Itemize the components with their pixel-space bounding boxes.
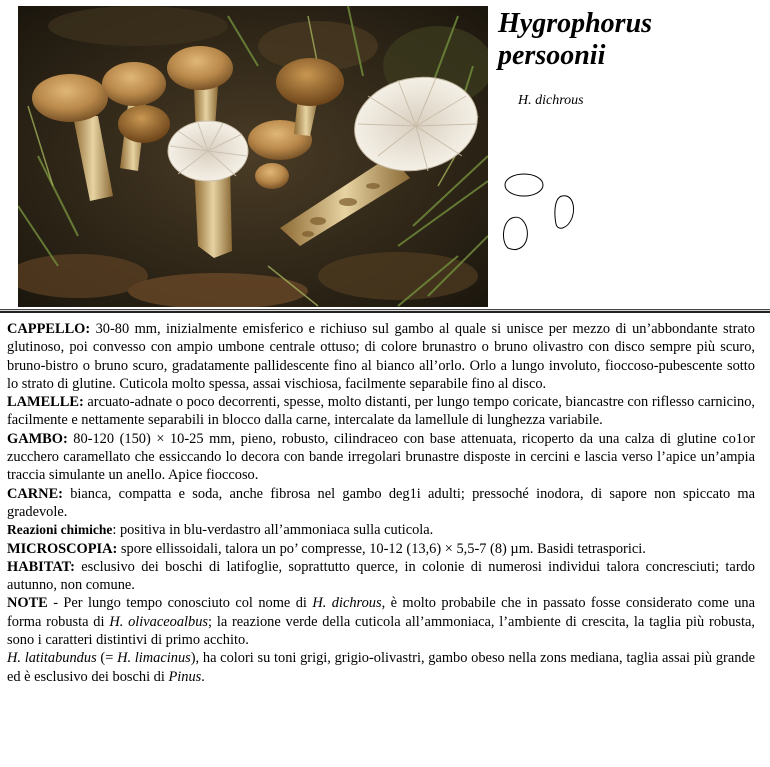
carne-paragraph xyxy=(7,485,755,522)
mushroom-photo xyxy=(18,6,488,307)
note-paragraph xyxy=(7,594,755,649)
note-text-2: , è molto probabile che in passato fosse considerato come una forma robusta di xyxy=(7,595,756,630)
comparison-taxon-2: H. limacinus xyxy=(117,650,191,667)
note-taxon-1: H. dichrous xyxy=(312,595,382,612)
spore-drawing xyxy=(555,196,574,228)
gambo-text: 80-120 (150) × 10-25 mm, pieno, robusto, cilindraceo con base attenuata, ricoperto da una calza di glutine co1or zucchero caramellato che essiccando lo decora con bande irregolari brunastre disposte in cercini e lascia verso l’apice un’ampia traccia simulante un anello. Apice fioccoso. xyxy=(7,430,755,484)
gambo-paragraph xyxy=(7,430,755,485)
reazioni-paragraph xyxy=(7,521,755,539)
spore-drawing xyxy=(505,174,543,196)
note-text-3: ; la reazione verde della cuticola all’ammoniaca, l’ambiente di crescita, la taglia più robusta, sono i caratteri distintivi di primo acchito. xyxy=(7,613,755,649)
mushroom-photo-illustration xyxy=(18,6,488,307)
spore-sketches xyxy=(496,166,586,256)
title-genus: Hygrophorus xyxy=(498,8,653,39)
note-text-1: - Per lungo tempo conosciuto col nome di xyxy=(47,595,313,612)
microscopia-paragraph xyxy=(7,540,755,558)
lamelle-label: LAMELLE: xyxy=(7,394,84,411)
note-label: NOTE xyxy=(7,595,48,612)
lamelle-paragraph xyxy=(7,393,755,430)
species-title xyxy=(498,8,758,72)
habitat-text: esclusivo dei boschi di latifoglie, soprattutto querce, in colonie di numerosi individui talora concresciuti; tardo autunno, non comune. xyxy=(7,558,755,594)
cappello-text: 30-80 mm, inizialmente emisferico e richiuso sul gambo al quale si unisce per mezzo di un’abbondante strato glutinoso, poi convesso con ampio umbone centrale ottuso; di colore brunastro o bruno olivastro con disco sempre più scuro, bruno-bistro o bruno scuro, gradatamente pallidescente fino al bianco all’orlo. Orlo a lungo involuto, fioccoso-pubescente sotto lo strato di glutine. Cuticola molto spessa, assai vischiosa, facilmente separabile fino al disco. xyxy=(7,321,755,392)
microscopia-label: MICROSCOPIA: xyxy=(7,540,118,557)
habitat-label: HABITAT: xyxy=(7,558,75,575)
carne-label: CARNE: xyxy=(7,485,63,502)
carne-text: bianca, compatta e soda, anche fibrosa nel gambo deg1i adulti; pressoché inodora, di sapore non spiccato ma gradevole. xyxy=(7,485,755,520)
cappello-paragraph xyxy=(7,320,755,393)
note-taxon-2: H. olivaceoalbus xyxy=(109,613,209,630)
comparison-taxon-3: Pinus xyxy=(168,668,202,685)
gambo-label: GAMBO: xyxy=(7,430,68,447)
comparison-taxon-1: H. latitabundus xyxy=(7,650,97,667)
microscopia-text: spore ellissoidali, talora un po’ compresse, 10-12 (13,6) × 5,5-7 (8) µm. Basidi tetrasporici. xyxy=(117,540,646,557)
note-comparison-paragraph xyxy=(7,649,755,686)
species-description xyxy=(7,320,755,686)
reazioni-text: : positiva in blu-verdastro all’ammoniaca sulla cuticola. xyxy=(112,522,434,539)
cappello-label: CAPPELLO: xyxy=(7,321,91,337)
lamelle-text: arcuato-adnate o poco decorrenti, spesse, molto distanti, per lungo tempo coricate, biancastre con riflesso carnicino, facilmente e nettamente separabili in blocco dalla carne, intercalate da lamellule di lunghezza variabile. xyxy=(7,394,755,429)
comparison-text-1: (= xyxy=(96,650,118,667)
section-divider xyxy=(0,309,770,313)
comparison-text-3: . xyxy=(201,668,205,685)
comparison-text-2: ), ha colori su toni grigi, grigio-olivastri, gambo obeso nella zons mediana, taglia assai più grande ed è esclusivo dei boschi di xyxy=(7,650,755,685)
title-species: persoonii xyxy=(498,40,606,71)
synonym-label: H. dichrous xyxy=(518,93,584,108)
habitat-paragraph xyxy=(7,558,755,595)
reazioni-label: Reazioni chimiche xyxy=(7,522,113,538)
spore-drawing xyxy=(503,217,527,249)
